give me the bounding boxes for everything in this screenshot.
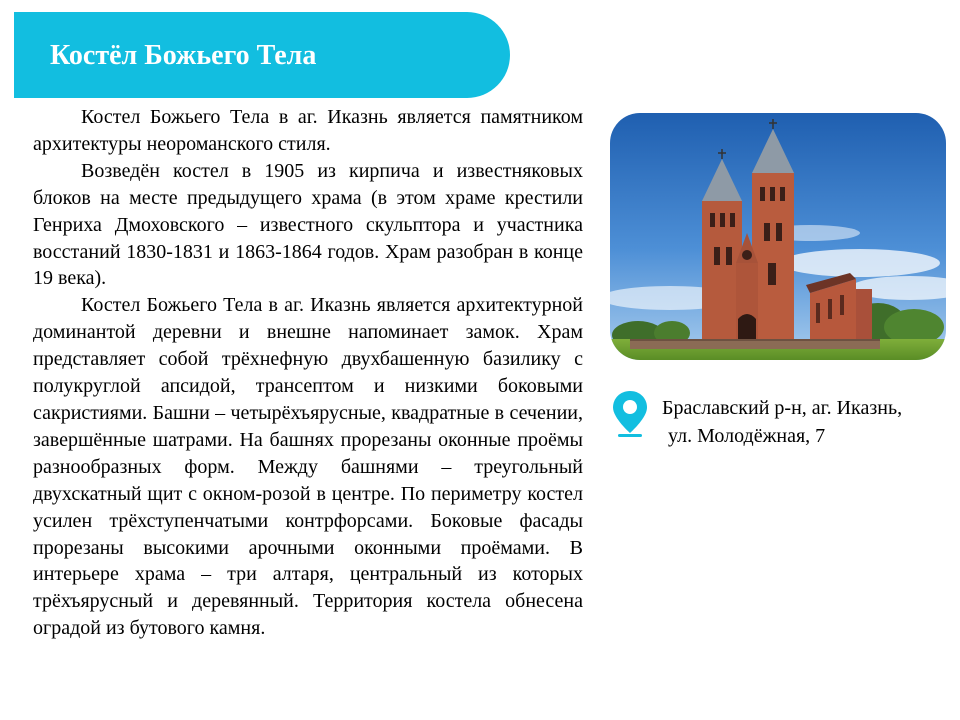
paragraph-1: Костел Божьего Тела в аг. Иказнь является памятником архитектуры неороманского стиля. xyxy=(33,106,583,155)
page-title: Костёл Божьего Тела xyxy=(50,40,317,71)
address xyxy=(662,394,902,450)
address-line-2: ул. Молодёжная, 7 xyxy=(668,425,826,447)
title-banner xyxy=(14,12,510,98)
article-body xyxy=(33,104,583,642)
church-photo xyxy=(610,113,946,360)
paragraph-3: Костел Божьего Тела в аг. Иказнь является архитектурной доминантой деревни и внешне напоминает замок. Храм представляет собой трёхнефную двухбашенную базилику с полукруглой апсидой, трансептом и низкими боковыми сакристиями. Башни – четырёхъярусные, квадратные в сечении, завершённые шатрами. На башнях прорезаны оконные проёмы разнообразных форм. Между башнями – треугольный двухскатный щит с окном-розой в центре. По периметру костел усилен трёхступенчатыми контрфорсами. Боковые фасады прорезаны высокими арочными оконными проёмами. В интерьере храма – три алтаря, центральный из которых трёхъярусный и деревянный. Территория костела обнесена оградой из бутового камня. xyxy=(33,294,583,640)
location-pin-icon xyxy=(610,389,650,437)
paragraph-2: Возведён костел в 1905 из кирпича и известняковых блоков на месте предыдущего храма (в этом храме крестили Генриха Дмоховского – известного скульптора и участника восстаний 1830-1831 и 1863-1864 годов. Храм разобран в конце 19 века). xyxy=(33,159,583,290)
address-line-1: Браславский р-н, аг. Иказнь, xyxy=(662,397,903,419)
